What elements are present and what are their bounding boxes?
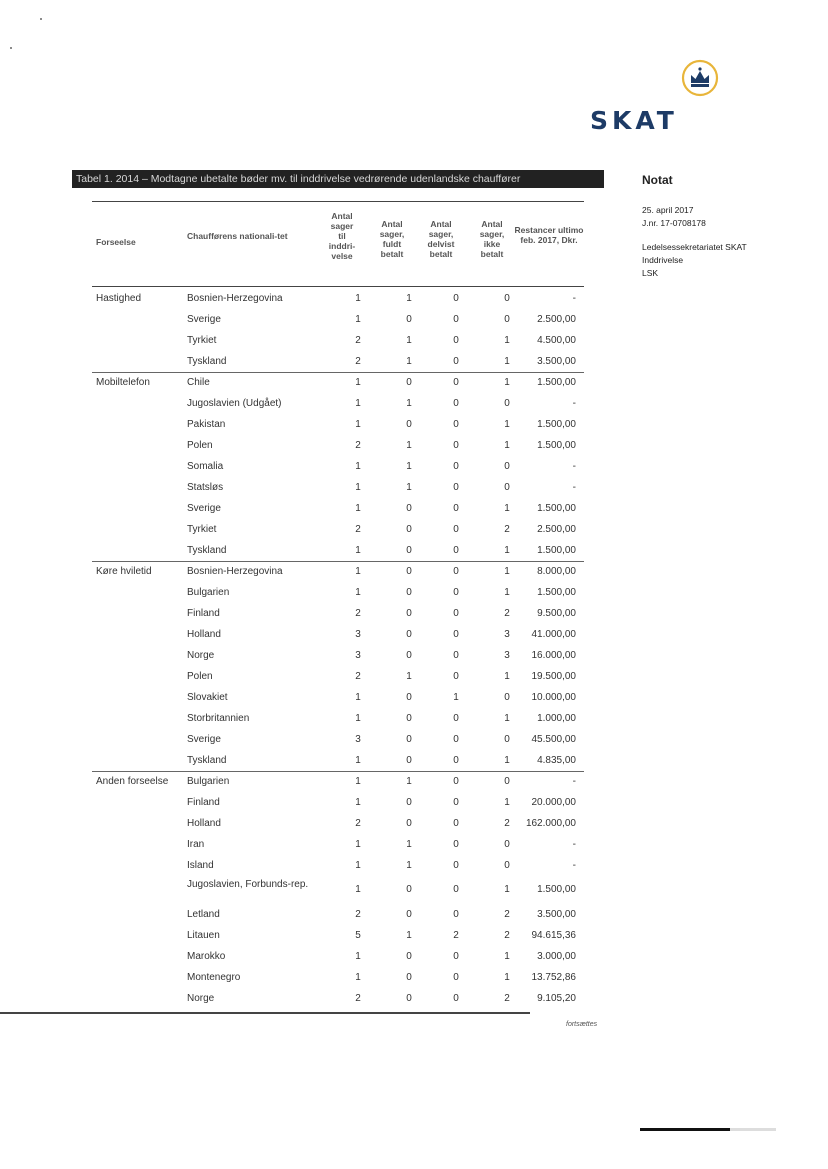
cell-antal-sager: 1 xyxy=(355,314,361,325)
header-ikke-betalt: Antal sager, ikke betalt xyxy=(479,219,505,259)
scan-speck xyxy=(10,47,12,49)
table-row xyxy=(92,351,584,372)
cell-restancer: 45.500,00 xyxy=(531,734,576,745)
cell-nationalitet: Tyskland xyxy=(187,356,227,367)
cell-fuldt-betalt: 0 xyxy=(406,419,412,430)
memo-department: Inddrivelse xyxy=(642,255,684,265)
cell-ikke-betalt: 0 xyxy=(504,398,510,409)
crown-icon xyxy=(680,58,720,98)
cell-antal-sager: 1 xyxy=(355,692,361,703)
cell-ikke-betalt: 1 xyxy=(504,713,510,724)
cell-ikke-betalt: 0 xyxy=(504,482,510,493)
table-row xyxy=(92,330,584,351)
cell-delvist-betalt: 0 xyxy=(453,566,459,577)
table-row xyxy=(92,372,584,393)
cell-fuldt-betalt: 0 xyxy=(406,314,412,325)
cell-nationalitet: Norge xyxy=(187,993,215,1004)
cell-forseelse: Køre hviletid xyxy=(96,566,152,577)
cell-antal-sager: 1 xyxy=(355,293,361,304)
cell-restancer: - xyxy=(572,398,576,409)
cell-nationalitet: Bulgarien xyxy=(187,776,230,787)
cell-nationalitet: Sverige xyxy=(187,314,221,325)
cell-restancer: 1.500,00 xyxy=(537,503,576,514)
cell-delvist-betalt: 0 xyxy=(453,503,459,514)
header-rule xyxy=(92,286,584,287)
table-bottom-rule xyxy=(0,1012,530,1014)
table-row xyxy=(92,540,584,561)
cell-antal-sager: 2 xyxy=(355,524,361,535)
cell-fuldt-betalt: 1 xyxy=(406,335,412,346)
cell-forseelse: Hastighed xyxy=(96,293,142,304)
cell-restancer: - xyxy=(572,776,576,787)
cell-restancer: - xyxy=(572,482,576,493)
cell-restancer: 1.500,00 xyxy=(537,545,576,556)
cell-restancer: 1.500,00 xyxy=(537,884,576,895)
cell-nationalitet: Norge xyxy=(187,650,215,661)
cell-restancer: 10.000,00 xyxy=(531,692,576,703)
cell-fuldt-betalt: 0 xyxy=(406,566,412,577)
table-row xyxy=(92,729,584,750)
cell-restancer: 1.500,00 xyxy=(537,377,576,388)
cell-antal-sager: 3 xyxy=(355,734,361,745)
cell-delvist-betalt: 0 xyxy=(453,398,459,409)
header-restancer: Restancer ultimo feb. 2017, Dkr. xyxy=(514,225,584,245)
cell-antal-sager: 1 xyxy=(355,482,361,493)
table-row xyxy=(92,967,584,988)
cell-delvist-betalt: 0 xyxy=(453,755,459,766)
cell-restancer: - xyxy=(572,839,576,850)
table-row xyxy=(92,771,584,792)
table-row xyxy=(92,925,584,946)
cell-delvist-betalt: 0 xyxy=(453,356,459,367)
cell-fuldt-betalt: 1 xyxy=(406,293,412,304)
table-row xyxy=(92,946,584,967)
table-row xyxy=(92,498,584,519)
cell-antal-sager: 2 xyxy=(355,671,361,682)
table-top-rule xyxy=(92,201,584,202)
cell-antal-sager: 2 xyxy=(355,993,361,1004)
cell-antal-sager: 1 xyxy=(355,566,361,577)
cell-restancer: 162.000,00 xyxy=(525,818,576,829)
cell-nationalitet: Slovakiet xyxy=(187,692,228,703)
table-row xyxy=(92,603,584,624)
cell-nationalitet: Tyrkiet xyxy=(187,335,217,346)
cell-ikke-betalt: 1 xyxy=(504,587,510,598)
cell-nationalitet: Letland xyxy=(187,909,220,920)
cell-nationalitet: Iran xyxy=(187,839,205,850)
cell-nationalitet: Chile xyxy=(187,377,210,388)
cell-restancer: 3.000,00 xyxy=(537,951,576,962)
table-row xyxy=(92,876,584,904)
cell-nationalitet: Tyrkiet xyxy=(187,524,217,535)
cell-nationalitet: Marokko xyxy=(187,951,226,962)
cell-delvist-betalt: 0 xyxy=(453,650,459,661)
scan-speck xyxy=(40,18,42,20)
cell-fuldt-betalt: 1 xyxy=(406,860,412,871)
cell-delvist-betalt: 0 xyxy=(453,734,459,745)
cell-forseelse: Anden forseelse xyxy=(96,776,169,787)
cell-antal-sager: 1 xyxy=(355,951,361,962)
cell-fuldt-betalt: 0 xyxy=(406,909,412,920)
cell-fuldt-betalt: 0 xyxy=(406,951,412,962)
cell-nationalitet: Bosnien-Herzegovina xyxy=(187,293,283,304)
cell-nationalitet: Storbritannien xyxy=(187,713,250,724)
cell-antal-sager: 1 xyxy=(355,587,361,598)
cell-delvist-betalt: 0 xyxy=(453,993,459,1004)
cell-delvist-betalt: 0 xyxy=(453,972,459,983)
footer-line xyxy=(640,1128,776,1131)
cell-restancer: 4.500,00 xyxy=(537,335,576,346)
cell-ikke-betalt: 1 xyxy=(504,797,510,808)
cell-fuldt-betalt: 0 xyxy=(406,818,412,829)
cell-restancer: - xyxy=(572,461,576,472)
cell-delvist-betalt: 0 xyxy=(453,608,459,619)
cell-fuldt-betalt: 0 xyxy=(406,713,412,724)
cell-restancer: 41.000,00 xyxy=(531,629,576,640)
table-row xyxy=(92,904,584,925)
cell-nationalitet: Finland xyxy=(187,608,220,619)
cell-delvist-betalt: 0 xyxy=(453,461,459,472)
cell-delvist-betalt: 0 xyxy=(453,860,459,871)
cell-antal-sager: 1 xyxy=(355,972,361,983)
cell-fuldt-betalt: 0 xyxy=(406,797,412,808)
cell-nationalitet: Polen xyxy=(187,671,213,682)
cell-antal-sager: 2 xyxy=(355,440,361,451)
cell-fuldt-betalt: 1 xyxy=(406,461,412,472)
table-header xyxy=(92,207,584,285)
cell-delvist-betalt: 0 xyxy=(453,884,459,895)
cell-restancer: 9.500,00 xyxy=(537,608,576,619)
cell-delvist-betalt: 0 xyxy=(453,909,459,920)
cell-ikke-betalt: 3 xyxy=(504,650,510,661)
cell-ikke-betalt: 0 xyxy=(504,860,510,871)
cell-delvist-betalt: 0 xyxy=(453,776,459,787)
cell-ikke-betalt: 2 xyxy=(504,930,510,941)
cell-ikke-betalt: 0 xyxy=(504,734,510,745)
cell-ikke-betalt: 1 xyxy=(504,671,510,682)
table-row xyxy=(92,813,584,834)
cell-delvist-betalt: 2 xyxy=(453,930,459,941)
cell-fuldt-betalt: 0 xyxy=(406,734,412,745)
cell-ikke-betalt: 1 xyxy=(504,755,510,766)
cell-antal-sager: 1 xyxy=(355,503,361,514)
cell-fuldt-betalt: 1 xyxy=(406,398,412,409)
cell-restancer: - xyxy=(572,293,576,304)
cell-ikke-betalt: 1 xyxy=(504,545,510,556)
cell-fuldt-betalt: 0 xyxy=(406,972,412,983)
cell-antal-sager: 2 xyxy=(355,356,361,367)
table-row xyxy=(92,687,584,708)
cell-antal-sager: 1 xyxy=(355,776,361,787)
cell-fuldt-betalt: 0 xyxy=(406,503,412,514)
cell-nationalitet: Sverige xyxy=(187,734,221,745)
cell-fuldt-betalt: 0 xyxy=(406,650,412,661)
cell-ikke-betalt: 0 xyxy=(504,776,510,787)
cell-antal-sager: 1 xyxy=(355,545,361,556)
cell-restancer: 3.500,00 xyxy=(537,356,576,367)
table-row xyxy=(92,393,584,414)
cell-nationalitet: Jugoslavien (Udgået) xyxy=(187,398,282,409)
table-row xyxy=(92,750,584,771)
cell-nationalitet: Somalia xyxy=(187,461,224,472)
table-row xyxy=(92,624,584,645)
cell-delvist-betalt: 0 xyxy=(453,545,459,556)
cell-restancer: - xyxy=(572,860,576,871)
cell-antal-sager: 1 xyxy=(355,860,361,871)
cell-nationalitet: Island xyxy=(187,860,214,871)
continued-note: fortsættes xyxy=(566,1021,598,1028)
header-forseelse: Forseelse xyxy=(96,237,136,247)
table-row xyxy=(92,435,584,456)
cell-restancer: 94.615,36 xyxy=(531,930,576,941)
table-row xyxy=(92,309,584,330)
cell-delvist-betalt: 0 xyxy=(453,629,459,640)
cell-delvist-betalt: 0 xyxy=(453,839,459,850)
cell-delvist-betalt: 0 xyxy=(453,335,459,346)
cell-fuldt-betalt: 1 xyxy=(406,839,412,850)
cell-antal-sager: 2 xyxy=(355,335,361,346)
cell-ikke-betalt: 0 xyxy=(504,461,510,472)
cell-antal-sager: 2 xyxy=(355,818,361,829)
cell-restancer: 1.000,00 xyxy=(537,713,576,724)
cell-fuldt-betalt: 1 xyxy=(406,776,412,787)
cell-fuldt-betalt: 0 xyxy=(406,377,412,388)
cell-antal-sager: 1 xyxy=(355,797,361,808)
cell-restancer: 19.500,00 xyxy=(531,671,576,682)
table-row xyxy=(92,792,584,813)
cell-restancer: 8.000,00 xyxy=(537,566,576,577)
memo-unit: Ledelsessekretariatet SKAT xyxy=(642,242,747,252)
cell-fuldt-betalt: 0 xyxy=(406,993,412,1004)
cell-ikke-betalt: 1 xyxy=(504,972,510,983)
cell-antal-sager: 1 xyxy=(355,461,361,472)
cell-delvist-betalt: 0 xyxy=(453,818,459,829)
cell-nationalitet: Holland xyxy=(187,629,221,640)
cell-delvist-betalt: 0 xyxy=(453,293,459,304)
cell-ikke-betalt: 1 xyxy=(504,884,510,895)
table-row xyxy=(92,834,584,855)
skat-logo xyxy=(590,58,708,135)
cell-fuldt-betalt: 0 xyxy=(406,524,412,535)
table-row xyxy=(92,519,584,540)
memo-title: Notat xyxy=(642,173,673,187)
cell-ikke-betalt: 2 xyxy=(504,993,510,1004)
cell-restancer: 20.000,00 xyxy=(531,797,576,808)
cell-antal-sager: 1 xyxy=(355,839,361,850)
cell-nationalitet: Tyskland xyxy=(187,755,227,766)
cell-nationalitet: Montenegro xyxy=(187,972,241,983)
cell-restancer: 3.500,00 xyxy=(537,909,576,920)
cell-delvist-betalt: 0 xyxy=(453,377,459,388)
table-row xyxy=(92,666,584,687)
cell-ikke-betalt: 1 xyxy=(504,419,510,430)
cell-antal-sager: 1 xyxy=(355,755,361,766)
cell-ikke-betalt: 2 xyxy=(504,608,510,619)
cell-nationalitet: Bulgarien xyxy=(187,587,230,598)
cell-antal-sager: 5 xyxy=(355,930,361,941)
cell-antal-sager: 2 xyxy=(355,608,361,619)
cell-fuldt-betalt: 1 xyxy=(406,482,412,493)
cell-restancer: 1.500,00 xyxy=(537,419,576,430)
cell-ikke-betalt: 1 xyxy=(504,503,510,514)
cell-ikke-betalt: 1 xyxy=(504,951,510,962)
cell-fuldt-betalt: 0 xyxy=(406,629,412,640)
cell-fuldt-betalt: 1 xyxy=(406,671,412,682)
cell-restancer: 16.000,00 xyxy=(531,650,576,661)
cell-antal-sager: 1 xyxy=(355,419,361,430)
cell-fuldt-betalt: 0 xyxy=(406,884,412,895)
cell-delvist-betalt: 0 xyxy=(453,440,459,451)
cell-antal-sager: 1 xyxy=(355,377,361,388)
cell-ikke-betalt: 1 xyxy=(504,356,510,367)
header-antal-sager: Antal sager til inddri-velse xyxy=(328,211,356,261)
table-row xyxy=(92,561,584,582)
table-row xyxy=(92,988,584,1009)
cell-fuldt-betalt: 1 xyxy=(406,440,412,451)
table-row xyxy=(92,582,584,603)
cell-ikke-betalt: 0 xyxy=(504,293,510,304)
cell-restancer: 2.500,00 xyxy=(537,314,576,325)
cell-antal-sager: 3 xyxy=(355,629,361,640)
cell-antal-sager: 2 xyxy=(355,909,361,920)
cell-fuldt-betalt: 1 xyxy=(406,356,412,367)
cell-delvist-betalt: 0 xyxy=(453,951,459,962)
cell-ikke-betalt: 2 xyxy=(504,524,510,535)
cell-fuldt-betalt: 0 xyxy=(406,545,412,556)
cell-nationalitet: Polen xyxy=(187,440,213,451)
table-caption: Tabel 1. 2014 – Modtagne ubetalte bøder mv. til inddrivelse vedrørende udenlandske chauffører xyxy=(72,170,604,188)
cell-ikke-betalt: 1 xyxy=(504,566,510,577)
header-delvist-betalt: Antal sager, delvist betalt xyxy=(427,219,455,259)
cell-antal-sager: 1 xyxy=(355,398,361,409)
table-row xyxy=(92,708,584,729)
cell-restancer: 13.752,86 xyxy=(531,972,576,983)
table-row xyxy=(92,456,584,477)
memo-initials: LSK xyxy=(642,268,659,278)
cell-fuldt-betalt: 0 xyxy=(406,608,412,619)
cell-restancer: 1.500,00 xyxy=(537,587,576,598)
cell-delvist-betalt: 0 xyxy=(453,314,459,325)
cell-restancer: 2.500,00 xyxy=(537,524,576,535)
cell-fuldt-betalt: 0 xyxy=(406,755,412,766)
cell-restancer: 9.105,20 xyxy=(537,993,576,1004)
cell-ikke-betalt: 1 xyxy=(504,335,510,346)
memo-date: 25. april 2017 xyxy=(642,205,694,215)
cell-nationalitet: Tyskland xyxy=(187,545,227,556)
table-row xyxy=(92,414,584,435)
cell-delvist-betalt: 0 xyxy=(453,524,459,535)
cell-nationalitet: Holland xyxy=(187,818,221,829)
cell-nationalitet: Pakistan xyxy=(187,419,226,430)
cell-ikke-betalt: 2 xyxy=(504,909,510,920)
table-row xyxy=(92,645,584,666)
cell-ikke-betalt: 0 xyxy=(504,314,510,325)
cell-nationalitet: Bosnien-Herzegovina xyxy=(187,566,283,577)
table-row xyxy=(92,477,584,498)
cell-fuldt-betalt: 0 xyxy=(406,692,412,703)
journal-number: J.nr. 17-0708178 xyxy=(642,218,706,228)
table-row xyxy=(92,288,584,309)
cell-ikke-betalt: 1 xyxy=(504,377,510,388)
cell-fuldt-betalt: 1 xyxy=(406,930,412,941)
cell-ikke-betalt: 0 xyxy=(504,692,510,703)
header-nationalitet: Chaufførens nationali-tet xyxy=(187,231,288,241)
cell-restancer: 1.500,00 xyxy=(537,440,576,451)
cell-delvist-betalt: 0 xyxy=(453,797,459,808)
cell-delvist-betalt: 0 xyxy=(453,419,459,430)
cell-ikke-betalt: 0 xyxy=(504,839,510,850)
memo-info xyxy=(642,174,812,280)
cell-antal-sager: 1 xyxy=(355,884,361,895)
cell-delvist-betalt: 0 xyxy=(453,671,459,682)
cell-nationalitet: Sverige xyxy=(187,503,221,514)
cell-delvist-betalt: 0 xyxy=(453,482,459,493)
cell-restancer: 4.835,00 xyxy=(537,755,576,766)
cell-delvist-betalt: 0 xyxy=(453,713,459,724)
cell-fuldt-betalt: 0 xyxy=(406,587,412,598)
table-row xyxy=(92,855,584,876)
cell-ikke-betalt: 1 xyxy=(504,440,510,451)
cell-nationalitet: Jugoslavien, Forbunds-rep. xyxy=(187,879,309,890)
cell-antal-sager: 3 xyxy=(355,650,361,661)
cell-nationalitet: Finland xyxy=(187,797,220,808)
cell-antal-sager: 1 xyxy=(355,713,361,724)
cell-ikke-betalt: 2 xyxy=(504,818,510,829)
cell-delvist-betalt: 1 xyxy=(453,692,459,703)
cell-nationalitet: Litauen xyxy=(187,930,220,941)
cell-nationalitet: Statsløs xyxy=(187,482,224,493)
cell-forseelse: Mobiltelefon xyxy=(96,377,150,388)
logo-wordmark: SKAT xyxy=(590,106,678,135)
header-fuldt-betalt: Antal sager, fuldt betalt xyxy=(379,219,405,259)
cell-delvist-betalt: 0 xyxy=(453,587,459,598)
cell-ikke-betalt: 3 xyxy=(504,629,510,640)
